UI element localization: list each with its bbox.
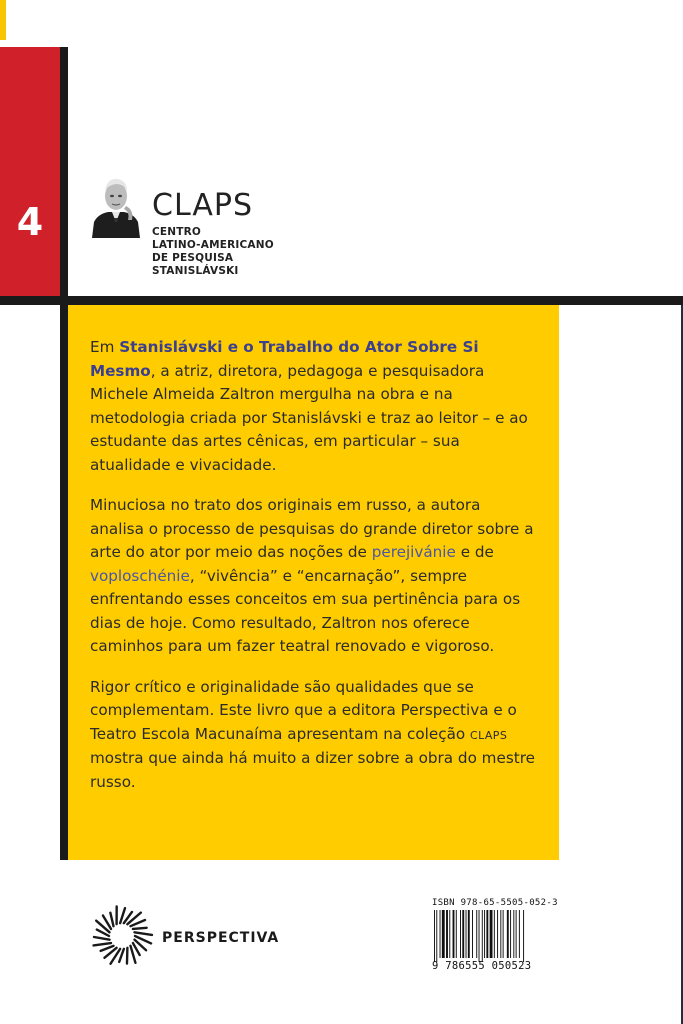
horizontal-divider (0, 296, 683, 305)
barcode-bar (449, 910, 450, 958)
barcode-bar (476, 910, 477, 958)
logo-ray (134, 932, 152, 935)
series-line-1: CENTRO (152, 226, 202, 238)
p3-text-a: Rigor crítico e originalidade são qualidades que se complementam. Este livro que a editora Perspectiva e o Teatro Escola Macunaíma apresentam na coleção (90, 677, 517, 743)
barcode-bar (507, 910, 509, 958)
barcode-bar (516, 910, 517, 958)
barcode-bar (466, 910, 467, 958)
barcode-bar (442, 910, 445, 958)
barcode-bar (453, 910, 455, 958)
barcode-bar (490, 910, 493, 958)
p2-text-a: Minuciosa no trato dos originais em russo, a autora analisa o processo de pesquisas do grande diretor sobre a arte do ator por meio das noções de (90, 496, 534, 561)
back-cover-blurb (90, 336, 536, 811)
barcode-bar (519, 910, 520, 958)
blurb-paragraph-3 (90, 676, 536, 795)
barcode-bar (513, 910, 514, 958)
barcode-bar (462, 910, 464, 958)
barcode-bar (434, 910, 435, 962)
red-volume-block (0, 47, 60, 297)
book-title: Stanislávski e o Trabalho do Ator Sobre Si Mesmo (90, 338, 479, 380)
p2-text-c: , “vivência” e “encarnação”, sempre enfrentando esses conceitos em sua pertinência para os dias de hoje. Como resultado, Zaltron nos oferece caminhos para um fazer teatral renovado e vigoroso. (90, 566, 521, 655)
publisher-name: PERSPECTIVA (162, 930, 280, 946)
barcode-bar (436, 910, 437, 962)
series-line-4: STANISLÁVSKI (152, 265, 239, 277)
isbn-label: ISBN 978-65-5505-052-3 (432, 898, 558, 908)
blurb-paragraph-2 (90, 494, 536, 659)
logo-ray (110, 913, 113, 926)
barcode-bar (503, 910, 504, 958)
p1-text: , a atriz, diretora, pedagoga e pesquisadora Michele Almeida Zaltron mergulha na obra e na metodologia criada por Stanislávski e traz ao leitor – e ao estudante das artes cênicas, em particular – sua atualidade e vivacidade. (90, 361, 528, 474)
barcode-bar (456, 910, 457, 958)
barcode-bar (484, 910, 485, 958)
p2-text-b: e de (455, 543, 494, 561)
logo-ray (101, 946, 114, 951)
barcode-bar (523, 910, 524, 962)
vertical-divider (60, 47, 68, 860)
yellow-corner-strip (0, 0, 6, 40)
series-title: CLAPS (152, 188, 254, 223)
logo-ray (133, 928, 147, 929)
term-voploschenie: voploschénie (90, 566, 190, 585)
barcode-bar (510, 910, 511, 958)
sunburst-logo-icon (88, 902, 156, 970)
barcode-bar (497, 910, 498, 958)
claps-smallcaps: CLAPS (470, 728, 508, 742)
barcode-digits: 9 786555 050523 (432, 960, 532, 972)
barcode-bar (482, 910, 483, 962)
p3-text-b: mostra que ainda há muito a dizer sobre a obra do mestre russo. (90, 749, 535, 791)
barcode-bar (468, 910, 470, 958)
volume-number: 4 (16, 200, 44, 244)
blurb-paragraph-1 (90, 336, 536, 477)
p1-intro: Em (90, 338, 120, 356)
barcode-bar (440, 910, 441, 958)
barcode-bar (446, 910, 448, 958)
series-subtitle (152, 226, 274, 278)
barcode-bar (460, 910, 461, 958)
term-perejivanie: perejivánie (371, 543, 456, 561)
logo-ray (94, 943, 112, 945)
series-line-3: DE PESQUISA (152, 252, 234, 264)
barcode-bar (486, 910, 488, 958)
logo-ray (94, 937, 110, 940)
barcode-bar (479, 910, 480, 962)
series-line-2: LATINO-AMERICANO (152, 239, 274, 251)
portrait-photo-icon (90, 176, 142, 238)
barcode-icon (432, 910, 550, 962)
barcode-bar (472, 910, 473, 958)
barcode-bar (500, 910, 501, 958)
barcode-bar (494, 910, 495, 958)
